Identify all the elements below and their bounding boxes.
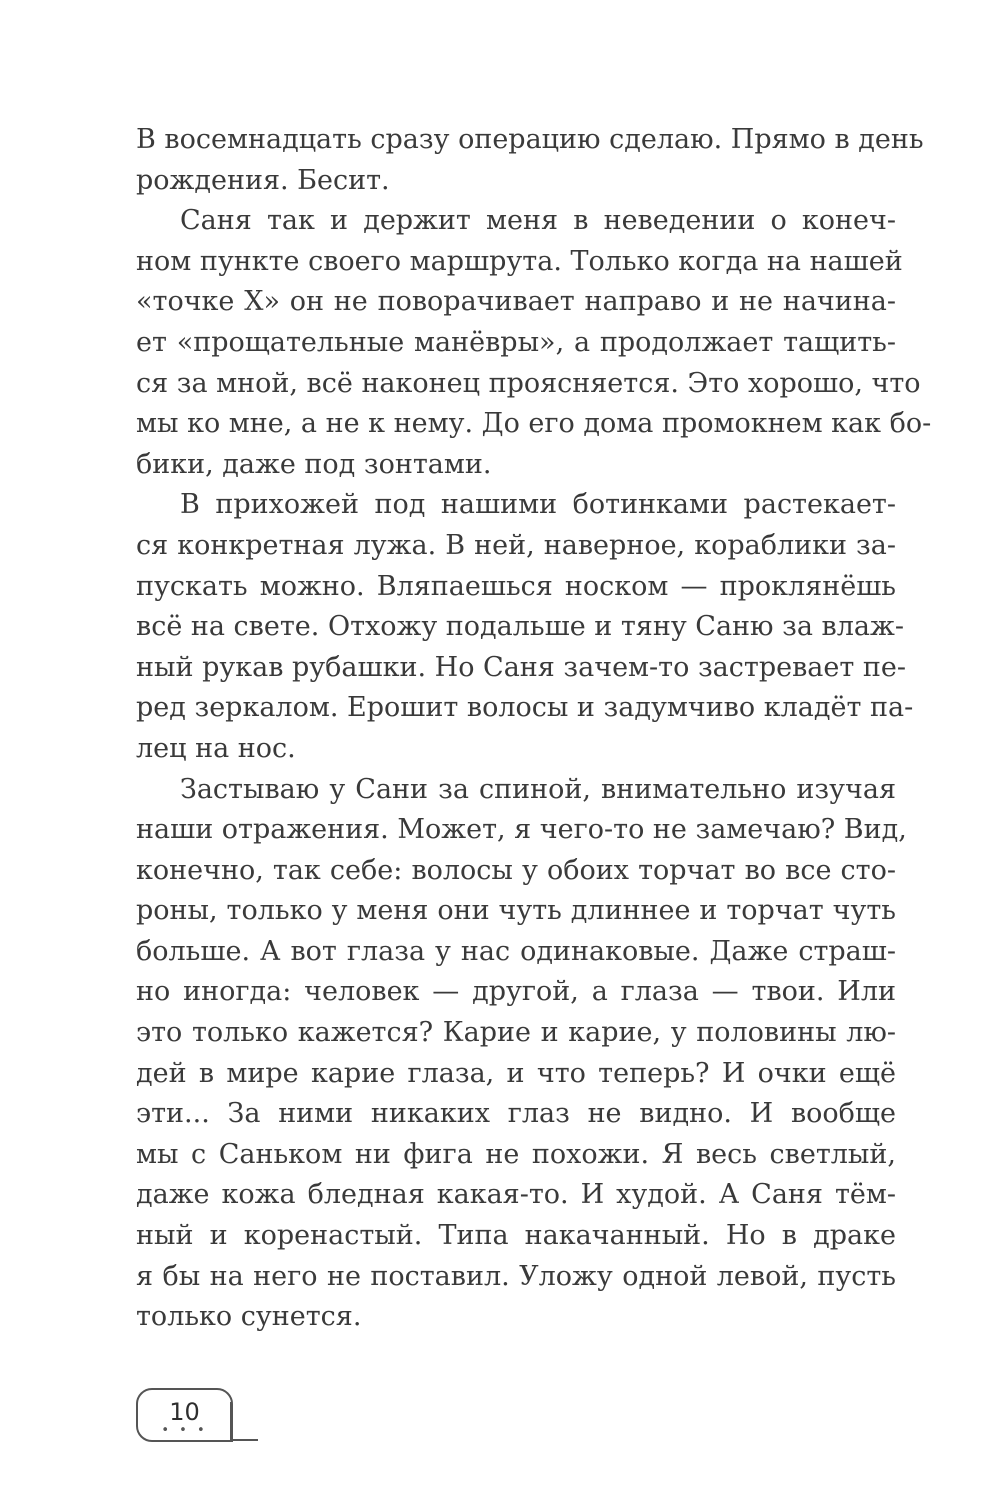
paragraph: [136, 120, 924, 201]
text-line: ред зеркалом. Ерошит волосы и задумчиво кладёт па-: [136, 692, 914, 724]
text-line: только сунется.: [136, 1301, 362, 1333]
paragraph: [136, 201, 932, 485]
text-line: ет «прощательные манёвры», а продолжает тащить-: [136, 326, 896, 358]
text-line: конечно, так себе: волосы у обоих торчат во все сто-: [136, 854, 896, 886]
text-line: это только кажется? Карие и карие, у половины лю-: [136, 1017, 896, 1049]
text-line: ный и коренастый. Типа накачанный. Но в драке: [136, 1220, 896, 1252]
text-line: наши отражения. Может, я чего-то не замечаю? Вид,: [136, 814, 907, 846]
text-line: Застываю у Сани за спиной, внимательно изучая: [180, 773, 896, 805]
text-line: Саня так и держит меня в неведении о конеч-: [180, 205, 896, 237]
text-line: всё на свете. Отхожу подальше и тяну Саню за влаж-: [136, 611, 904, 643]
text-line: рождения. Бесит.: [136, 164, 390, 196]
paragraph: [136, 485, 914, 769]
text-line: В прихожей под нашими ботинками растекает-: [180, 489, 896, 521]
text-line: мы ко мне, а не к нему. До его дома промокнем как бо-: [136, 408, 932, 440]
text-line: дей в мире карие глаза, и что теперь? И очки ещё: [136, 1057, 896, 1089]
text-line: роны, только у меня они чуть длиннее и торчат чуть: [136, 895, 896, 927]
text-line: ся за мной, всё наконец проясняется. Это хорошо, что: [136, 367, 921, 399]
text-line: но иногда: человек — другой, а глаза — твои. Или: [136, 976, 896, 1008]
page-number-badge: [136, 1388, 233, 1442]
text-line: В восемнадцать сразу операцию сделаю. Прямо в день: [136, 124, 924, 155]
text-line: больше. А вот глаза у нас одинаковые. Даже страш-: [136, 935, 896, 967]
page-number: 10: [169, 1398, 200, 1426]
speech-tail-icon: [230, 1402, 260, 1442]
text-line: «точке Х» он не поворачивает направо и не начина-: [136, 286, 896, 318]
text-line: бики, даже под зонтами.: [136, 448, 492, 480]
paragraph: [136, 770, 907, 1338]
text-line: ный рукав рубашки. Но Саня зачем-то застревает пе-: [136, 651, 906, 683]
text-line: мы с Саньком ни фига не похожи. Я весь светлый,: [136, 1138, 896, 1170]
body-text: [136, 120, 932, 1338]
text-line: я бы на него не поставил. Уложу одной левой, пусть: [136, 1260, 896, 1292]
text-line: эти... За ними никаких глаз не видно. И вообще: [136, 1098, 896, 1130]
text-line: даже кожа бледная какая-то. И худой. А Саня тём-: [136, 1179, 896, 1211]
text-line: ном пункте своего маршрута. Только когда на нашей: [136, 245, 903, 277]
text-line: пускать можно. Вляпаешься носком — проклянёшь: [136, 570, 896, 602]
text-line: лец на нос.: [136, 732, 296, 764]
text-line: ся конкретная лужа. В ней, наверное, кораблики за-: [136, 529, 896, 561]
ellipsis-icon: • • •: [161, 1423, 208, 1438]
